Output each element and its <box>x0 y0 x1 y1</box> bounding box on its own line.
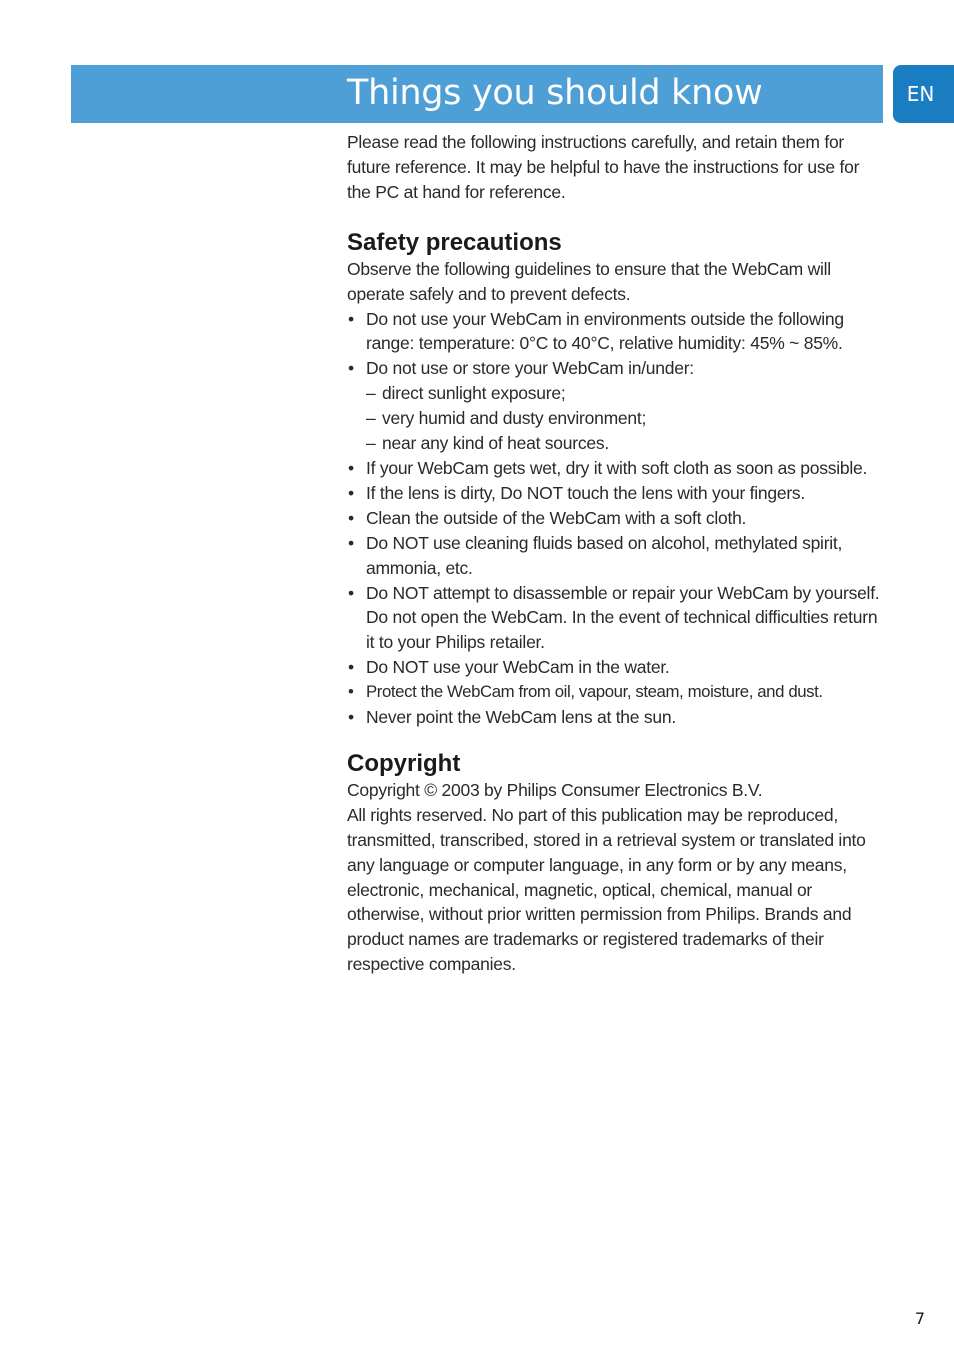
list-item-text: Do NOT use your WebCam in the water. <box>366 657 670 678</box>
list-item <box>347 581 887 656</box>
list-item <box>347 356 887 456</box>
list-item <box>347 705 887 730</box>
list-item-text: Clean the outside of the WebCam with a soft cloth. <box>366 507 747 528</box>
page-title: Things you should know <box>347 73 763 113</box>
copyright-heading: Copyright <box>347 749 461 777</box>
safety-list <box>347 307 887 730</box>
list-item <box>347 680 887 705</box>
list-item-text: Do not use your WebCam in environments outside the following range: temperature: 0°C to 40°C, relative humidity: 45% ~ 85%. <box>366 308 844 354</box>
list-item <box>347 307 887 357</box>
main-content <box>347 130 887 977</box>
list-item-text: If your WebCam gets wet, dry it with soft cloth as soon as possible. <box>366 457 868 478</box>
intro-paragraph: Please read the following instructions carefully, and retain them for future reference. It may be helpful to have the instructions for use for the PC at hand for reference. <box>347 132 860 202</box>
list-item <box>347 531 887 581</box>
list-item-text: Do NOT attempt to disassemble or repair your WebCam by yourself. Do not open the WebCam. In the event of technical difficulties return it to your Philips retailer. <box>366 582 880 653</box>
sub-list-item: – direct sunlight exposure; <box>366 381 887 406</box>
list-item-text: Protect the WebCam from oil, vapour, steam, moisture, and dust. <box>366 682 823 702</box>
list-item <box>347 481 887 506</box>
sub-list-item: – very humid and dusty environment; <box>366 406 887 431</box>
list-item-text: Never point the WebCam lens at the sun. <box>366 707 676 728</box>
list-item <box>347 655 887 680</box>
page-number: 7 <box>914 1309 926 1328</box>
sub-list <box>366 381 887 456</box>
title-bar <box>71 65 883 123</box>
safety-heading: Safety precautions <box>347 228 562 256</box>
list-item-text: Do NOT use cleaning fluids based on alcohol, methylated spirit, ammonia, etc. <box>366 532 843 578</box>
list-item <box>347 506 887 531</box>
copyright-line: Copyright © 2003 by Philips Consumer Electronics B.V. <box>347 779 763 800</box>
list-item-text: If the lens is dirty, Do NOT touch the lens with your fingers. <box>366 482 806 503</box>
copyright-body: All rights reserved. No part of this publication may be reproduced, transmitted, transcribed, stored in a retrieval system or translated into any language or computer language, in any form or by any means, electronic, mechanical, magnetic, optical, chemical, manual or otherwise, without prior written permission from Philips. Brands and product names are trademarks or registered trademarks of their respective companies. <box>347 804 866 975</box>
sub-list-item: – near any kind of heat sources. <box>366 431 887 456</box>
safety-lead: Observe the following guidelines to ensure that the WebCam will operate safely and to prevent defects. <box>347 258 831 304</box>
list-item-text: Do not use or store your WebCam in/under: <box>366 358 694 379</box>
list-item <box>347 456 887 481</box>
language-tab: EN <box>893 65 954 123</box>
